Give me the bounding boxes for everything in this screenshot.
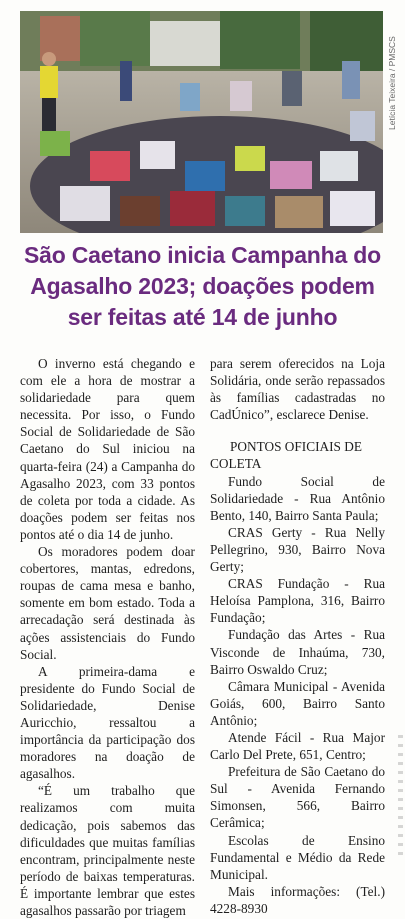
collection-point: Fundação das Artes - Rua Visconde de Inhaúma, 730, Bairro Oswaldo Cruz; <box>210 627 385 677</box>
collection-point: Fundo Social de Solidariedade - Rua Antônio Bento, 140, Bairro Santa Paula; <box>210 473 385 523</box>
collection-point: CRAS Fundação - Rua Heloísa Pamplona, 316, Bairro Fundação; <box>210 576 385 626</box>
collection-point: CRAS Gerty - Rua Nelly Pellegrino, 930, Bairro Nova Gerty; <box>210 524 385 575</box>
photo-credit: Letícia Teixeira / PMSCS <box>387 36 397 130</box>
paragraph: O inverno está chegando e com ele a hora de mostrar a solidariedade para quem necessita. Por isso, o Fundo Social de Solidariedade de São Caetano do Sul iniciou na quarta-feira (24) a Campanha do Agasalho 2023, com 33 pontos de coleta por toda a cidade. As doações podem ser feitas nos pontos até o dia 14 de junho. <box>20 356 195 542</box>
collection-point: Prefeitura de São Caetano do Sul - Avenida Fernando Simonsen, 566, Bairro Cerâmica; <box>210 764 385 831</box>
section-title: PONTOS OFICIAIS DE COLETA <box>210 439 363 472</box>
collection-point: Escolas de Ensino Fundamental e Médio da Rede Municipal. <box>210 832 385 882</box>
article-column-2 <box>210 355 385 917</box>
article-headline: São Caetano inicia Campanha do Agasalho 2023; doações podem ser feitas até 14 de junho <box>24 242 381 330</box>
paragraph: A primeira-dama e presidente do Fundo Social de Solidariedade, Denise Auricchio, ressaltou a importância da participação dos moradores na doação de agasalhos. <box>20 663 195 782</box>
contact-info: Mais informações: (Tel.) 4228-8930 <box>210 883 385 916</box>
collection-point: Atende Fácil - Rua Major Carlo Del Prete, 651, Centro; <box>210 729 385 763</box>
collection-point: Câmara Municipal - Avenida Goiás, 600, Bairro Santo Antônio; <box>210 678 385 728</box>
paragraph: Os moradores podem doar cobertores, mantas, edredons, roupas de cama mesa e banho, somente em bom estado. Toda a arrecadação será destinada às ações assistenciais do Fundo Social. <box>20 544 195 662</box>
article-column-1 <box>20 355 195 919</box>
paragraph-continuation: para serem oferecidos na Loja Solidária, onde serão repassados às famílias cadastradas no CadÚnico”, esclarece Denise. <box>210 356 385 423</box>
paragraph: “É um trabalho que realizamos com muita dedicação, pois sabemos das dificuldades que muitas famílias encontram, principalmente neste período de baixas temperaturas. É importante lembrar que estes agasalhos passarão por triagem <box>20 783 195 918</box>
article-photo <box>20 11 383 233</box>
page-edge-mark <box>398 735 403 855</box>
